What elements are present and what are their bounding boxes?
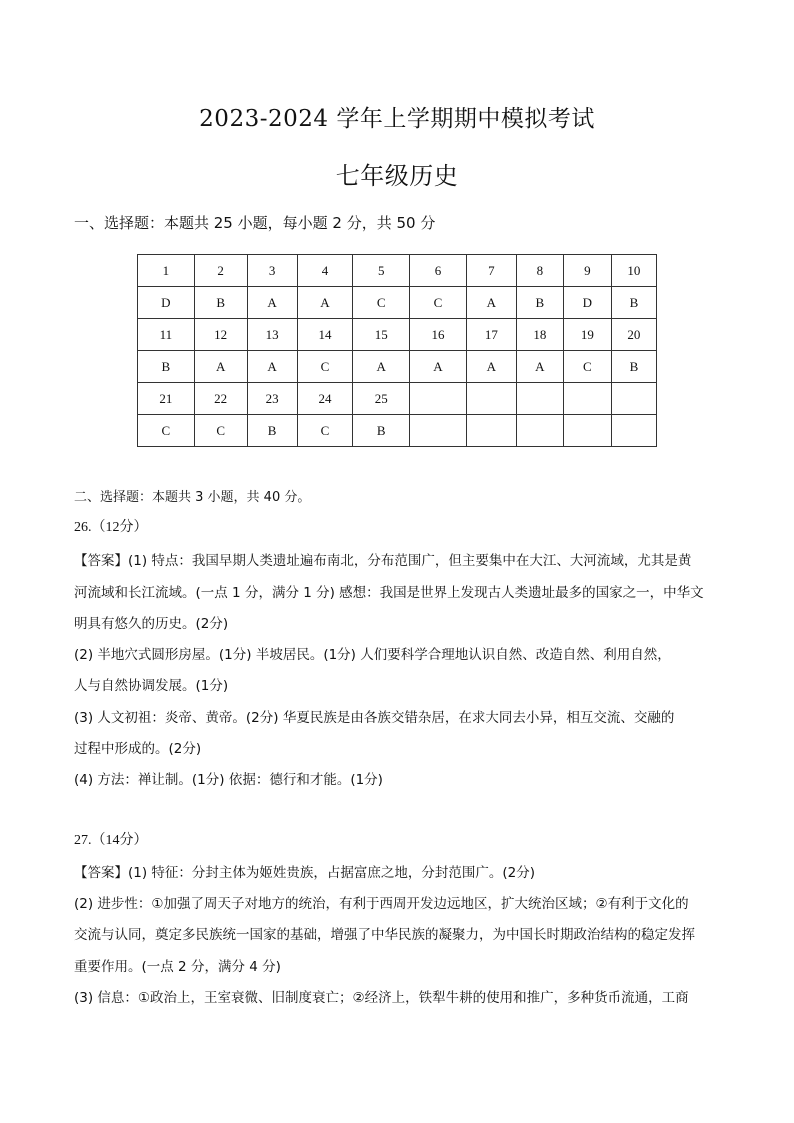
answer-table-cell: 1	[138, 255, 195, 287]
answer-table-cell	[466, 415, 516, 447]
answer-table-cell: 12	[194, 319, 247, 351]
answer-table-cell: 16	[410, 319, 467, 351]
answer-table-cell: A	[194, 351, 247, 383]
section-2-heading: 二、选择题：本题共 3 小题，共 40 分。	[74, 490, 311, 505]
q27-line: 交流与认同，奠定多民族统一国家的基础，增强了中华民族的凝聚力，为中国长时期政治结构的稳定发挥	[74, 927, 695, 943]
answer-table-cell: 23	[247, 383, 297, 415]
answer-table-cell: 22	[194, 383, 247, 415]
answer-table-row	[138, 319, 657, 351]
answer-table-cell: B	[194, 287, 247, 319]
q26-line: 【答案】(1) 特点：我国早期人类遗址遍布南北，分布范围广，但主要集中在大江、大河流域，尤其是黄	[74, 553, 692, 569]
answer-table-cell: A	[247, 351, 297, 383]
answer-table-cell: B	[611, 351, 656, 383]
answer-table-cell: 10	[611, 255, 656, 287]
q27-line: 重要作用。(一点 2 分，满分 4 分)	[74, 959, 281, 975]
answer-table-cell	[466, 383, 516, 415]
answer-table-cell: B	[353, 415, 410, 447]
q27-line: (3) 信息：①政治上，王室衰微、旧制度衰亡；②经济上，铁犁牛耕的使用和推广，多种货币流通，工商	[74, 990, 689, 1006]
answer-table-cell: A	[297, 287, 353, 319]
answer-table-cell: 13	[247, 319, 297, 351]
page-subtitle: 七年级历史	[335, 162, 459, 190]
q26-line: 过程中形成的。(2分)	[74, 741, 202, 757]
section-1-heading: 一、选择题：本题共 25 小题，每小题 2 分，共 50 分	[74, 214, 436, 232]
answer-table-cell: 18	[516, 319, 563, 351]
answer-table-cell: 24	[297, 383, 353, 415]
answer-table-cell: 17	[466, 319, 516, 351]
answer-table-cell: 8	[516, 255, 563, 287]
q26-line: (2) 半地穴式圆形房屋。(1分) 半坡居民。(1分) 人们要科学合理地认识自然、改造自然、利用自然，	[74, 647, 671, 663]
answer-table-row	[138, 351, 657, 383]
answer-table-cell: 4	[297, 255, 353, 287]
q26-line: (3) 人文初祖：炎帝、黄帝。(2分) 华夏民族是由各族交错杂居，在求大同去小异，相互交流、交融的	[74, 710, 675, 726]
answer-table-cell: C	[297, 351, 353, 383]
answer-table-cell: 15	[353, 319, 410, 351]
answer-table-cell: 11	[138, 319, 195, 351]
answer-table-cell: 3	[247, 255, 297, 287]
answer-table-cell: A	[466, 351, 516, 383]
q26-line: 明具有悠久的历史。(2分)	[74, 616, 229, 632]
answer-table-cell: 2	[194, 255, 247, 287]
answer-table-cell	[410, 415, 467, 447]
answer-table-cell: B	[247, 415, 297, 447]
answer-table-cell: 7	[466, 255, 516, 287]
answer-table	[137, 254, 657, 447]
answer-table-cell: 5	[353, 255, 410, 287]
answer-table-cell: C	[563, 351, 611, 383]
q26-line: 人与自然协调发展。(1分)	[74, 678, 229, 694]
page-title: 2023-2024 学年上学期期中模拟考试	[199, 106, 595, 132]
answer-table-cell: 19	[563, 319, 611, 351]
answer-table-cell: A	[247, 287, 297, 319]
answer-table-cell: C	[194, 415, 247, 447]
question-27-number: 27.（14分）	[74, 833, 148, 848]
answer-table-cell	[563, 415, 611, 447]
answer-table-cell: D	[563, 287, 611, 319]
answer-table-row	[138, 255, 657, 287]
answer-table-cell: A	[410, 351, 467, 383]
answer-table-cell: B	[516, 287, 563, 319]
answer-table-cell: D	[138, 287, 195, 319]
answer-table-cell: C	[138, 415, 195, 447]
answer-table-cell: 9	[563, 255, 611, 287]
answer-table-cell	[563, 383, 611, 415]
q27-line: 【答案】(1) 特征：分封主体为姬姓贵族，占据富庶之地，分封范围广。(2分)	[74, 865, 536, 881]
answer-table-cell: C	[410, 287, 467, 319]
answer-table-cell	[516, 383, 563, 415]
answer-table-cell: 20	[611, 319, 656, 351]
answer-table-cell: A	[516, 351, 563, 383]
answer-table-cell: 14	[297, 319, 353, 351]
answer-table-cell: 6	[410, 255, 467, 287]
answer-table-cell: C	[297, 415, 353, 447]
answer-table-row	[138, 415, 657, 447]
answer-table-row	[138, 287, 657, 319]
answer-table-cell	[611, 383, 656, 415]
answer-table-cell	[410, 383, 467, 415]
q26-line: 河流域和长江流域。(一点 1 分，满分 1 分) 感想：我国是世界上发现古人类遗址最多的国家之一，中华文	[74, 585, 704, 601]
answer-table-cell: A	[466, 287, 516, 319]
q27-line: (2) 进步性：①加强了周天子对地方的统治，有利于西周开发边远地区，扩大统治区域；②有利于文化的	[74, 896, 689, 912]
answer-table-cell: 25	[353, 383, 410, 415]
answer-table-cell: 21	[138, 383, 195, 415]
answer-table-cell	[516, 415, 563, 447]
q26-line: (4) 方法：禅让制。(1分) 依据：德行和才能。(1分)	[74, 772, 383, 788]
answer-table-row	[138, 383, 657, 415]
answer-table-cell: A	[353, 351, 410, 383]
answer-table-cell: C	[353, 287, 410, 319]
answer-table-cell: B	[611, 287, 656, 319]
answer-table-cell	[611, 415, 656, 447]
question-26-number: 26.（12分）	[74, 520, 148, 535]
answer-table-cell: B	[138, 351, 195, 383]
